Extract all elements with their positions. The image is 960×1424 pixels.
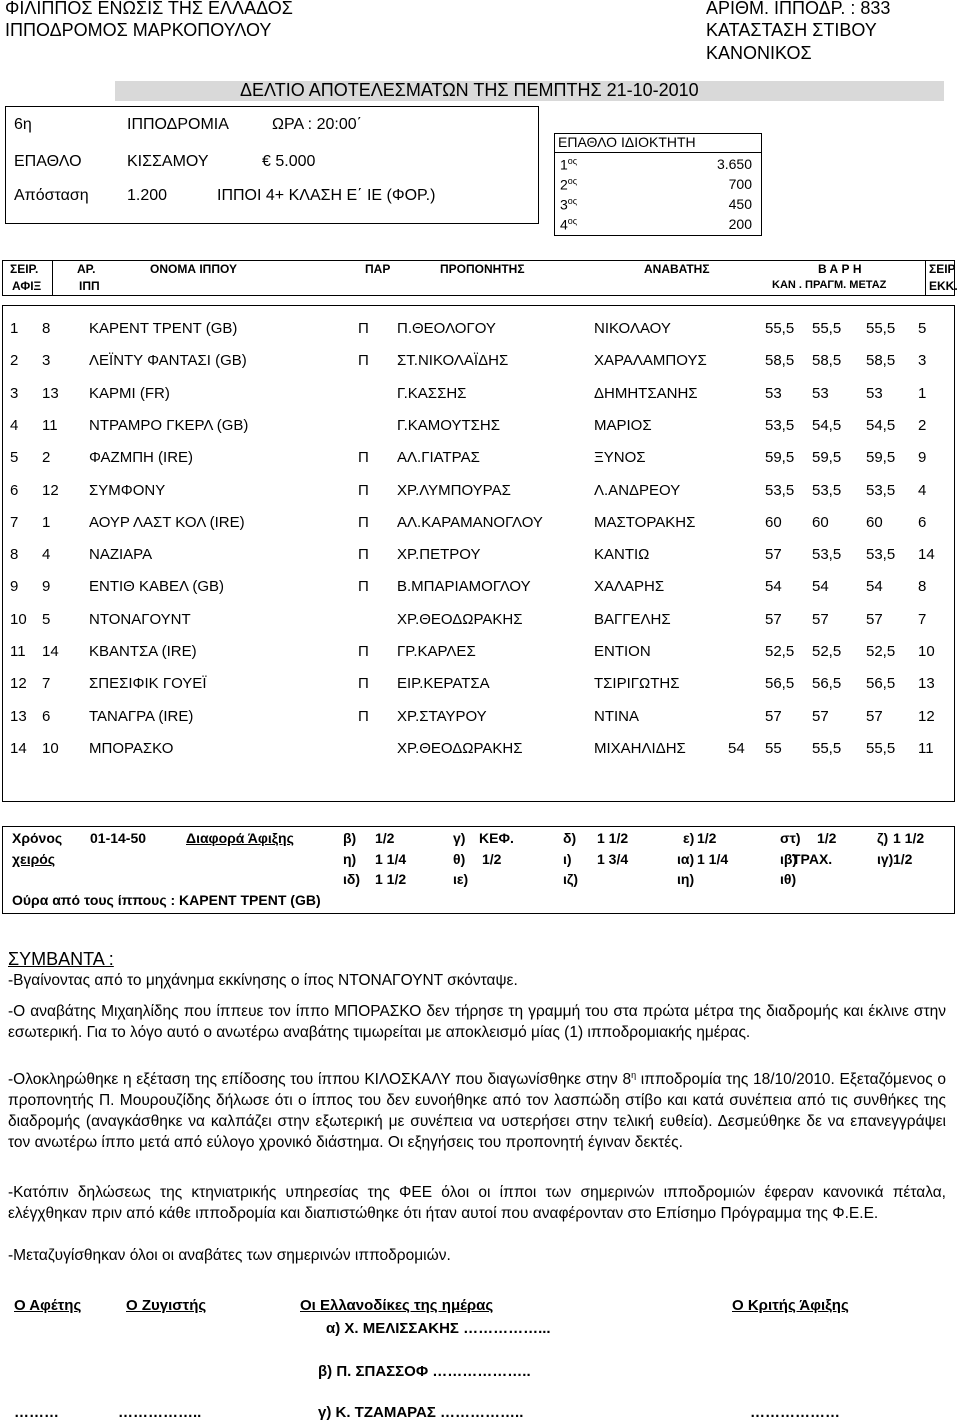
weight-post-cell: 60 bbox=[866, 513, 883, 531]
weight-post-cell: 52,5 bbox=[866, 643, 896, 660]
pos-cell: 7 bbox=[10, 513, 19, 531]
col-weights-sub: ΚΑΝ . ΠΡΑΓΜ. ΜΕΤΑΖ bbox=[772, 279, 887, 291]
num-cell: 14 bbox=[42, 643, 59, 660]
steward-c: γ) Κ. ΤΖΑΜΑΡΑΣ …………….. bbox=[318, 1404, 524, 1421]
par-cell: Π bbox=[358, 707, 369, 725]
par-cell: Π bbox=[358, 643, 369, 660]
weight-actual-cell: 59,5 bbox=[812, 449, 842, 467]
jockey-cell: ΒΑΓΓΕΛΗΣ bbox=[594, 610, 671, 628]
weight-official-cell: 53,5 bbox=[765, 416, 795, 434]
margin-value: 1/2 bbox=[482, 851, 502, 867]
margin-value: 1/2 bbox=[375, 830, 395, 846]
weight-official-cell: 55,5 bbox=[765, 320, 795, 337]
weight-official-cell: 60 bbox=[765, 513, 782, 531]
horse-cell: ΣΥΜΦΟΝΥ bbox=[89, 481, 166, 499]
par-cell: Π bbox=[358, 352, 369, 370]
weight-official-cell: 55 bbox=[765, 739, 782, 757]
prize-amount: € 5.000 bbox=[262, 153, 316, 170]
pos-cell: 14 bbox=[10, 739, 27, 757]
prize-place-suffix: ος bbox=[567, 156, 578, 166]
table-row bbox=[0, 449, 955, 469]
trainer-cell: ΧΡ.ΘΕΟΔΩΡΑΚΗΣ bbox=[397, 739, 523, 757]
trainer-cell: ΧΡ.ΘΕΟΔΩΡΑΚΗΣ bbox=[397, 610, 523, 628]
margin-value: ΤΡΑΧ. bbox=[792, 851, 833, 867]
num-cell: 4 bbox=[42, 546, 51, 564]
event-1: -Βγαίνοντας από το μηχάνημα εκκίνησης ο ίπος ΝΤΟΝΑΓΟΥΝΤ σκόνταψε. bbox=[8, 972, 518, 989]
table-row bbox=[0, 320, 955, 340]
weight-official-cell: 53,5 bbox=[765, 481, 795, 499]
jockey-cell: ΜΑΡΙΟΣ bbox=[594, 416, 652, 434]
horse-cell: ΚΒΑΝΤΣΑ (IRE) bbox=[89, 643, 197, 660]
pos-cell: 5 bbox=[10, 449, 19, 467]
jockey-cell: ΜΙΧΑΗΛΙΔΗΣ bbox=[594, 739, 686, 757]
events-title: ΣΥΜΒΑΝΤΑ : bbox=[8, 949, 114, 969]
col-order-1: ΣΕΙΡ. bbox=[10, 262, 39, 276]
margin-key: στ) bbox=[780, 830, 801, 846]
weight-post-cell: 53,5 bbox=[866, 546, 896, 564]
trainer-cell: Γ.ΚΑΜΟΥΤΣΗΣ bbox=[397, 416, 501, 434]
start-cell: 13 bbox=[918, 675, 935, 693]
event-3-part-b: ιπποδρομία της 18/10/2010. Εξεταζόμενος ο προπονητής Π. Μουρουζίδης δήλωσε ότι ο ίππος του δεν ευνοήθηκε από τον λασπώδη στίβο και κατά συνέπεια από τις συνθήκες της διαδρομής (αναγκάσθηκε να καλπάζει στην εξωτερική με συνέπεια να υστερήσει στην τελική ευθεία). Δεσμεύθηκε δε να επανεγγράψει τον ανωτέρω ίππο μετά από εύλογο χρονικό διάστημα. Οι εξηγήσεις του προπονητή έγιναν δεκτές. bbox=[8, 1071, 946, 1152]
weight-actual-cell: 53 bbox=[812, 384, 829, 402]
race-number: 6η bbox=[14, 116, 32, 133]
start-cell: 14 bbox=[918, 546, 935, 564]
margin-key: γ) bbox=[453, 830, 466, 846]
table-row bbox=[0, 417, 955, 437]
jockey-cell: ΕΝΤΙΟΝ bbox=[594, 643, 651, 660]
margin-value: 1/2 bbox=[697, 830, 717, 846]
num-cell: 10 bbox=[42, 739, 59, 757]
trainer-cell: ΓΡ.ΚΑΡΛΕΣ bbox=[397, 643, 476, 660]
pos-cell: 6 bbox=[10, 481, 19, 499]
table-row bbox=[0, 385, 955, 405]
steward-a: α) Χ. ΜΕΛΙΣΣΑΚΗΣ ……………... bbox=[326, 1320, 551, 1337]
horse-cell: ΛΕΪΝΤΥ ΦΑΝΤΑΣΙ (GB) bbox=[89, 352, 247, 370]
margin-value: 1 3/4 bbox=[597, 851, 629, 867]
margin-key: ιη) bbox=[677, 871, 695, 887]
jockey-cell: ΝΤΙΝΑ bbox=[594, 707, 639, 725]
num-cell: 11 bbox=[42, 416, 58, 434]
weight-actual-cell: 53,5 bbox=[812, 546, 842, 564]
event-2: -Ο αναβάτης Μιχαηλίδης που ίππευε τον ίππο ΜΠΟΡΑΣΚΟ δεν τήρησε τη γραμμή του στα πρώτα μέτρα της διαδρομής και έκλινε στην εσωτερική. Για το λόγο αυτό ο ανωτέρω αναβάτης τιμωρείται με αποκλεισμό μίας (1) ιπποδρομιακής ημέρας. bbox=[8, 1003, 946, 1041]
margin-key: θ) bbox=[453, 851, 466, 867]
prize-place-suffix: ος bbox=[567, 216, 578, 226]
col-par: ΠΑΡ bbox=[365, 262, 391, 276]
margin-key: ιε) bbox=[453, 871, 469, 887]
horse-cell: ΝΤΡΑΜΡΟ ΓΚΕΡΛ (GB) bbox=[89, 416, 249, 434]
weight-post-cell: 57 bbox=[866, 610, 883, 628]
federation-name: ΦΙΛΙΠΠΟΣ ΕΝΩΣΙΣ ΤΗΣ ΕΛΛΑΔΟΣ bbox=[5, 0, 293, 18]
pos-cell: 1 bbox=[10, 320, 19, 337]
table-row bbox=[0, 546, 955, 566]
racecourse-name: ΙΠΠΟΔΡΟΜΟΣ ΜΑΡΚΟΠΟΥΛΟΥ bbox=[5, 20, 272, 40]
trainer-cell: ΧΡ.ΠΕΤΡΟΥ bbox=[397, 546, 481, 564]
weight-actual-cell: 55,5 bbox=[812, 739, 842, 757]
margin-key: β) bbox=[343, 830, 357, 846]
jockey-cell: ΞΥΝΟΣ bbox=[594, 449, 646, 467]
par-cell: Π bbox=[358, 449, 369, 467]
horse-cell: ΕΝΤΙΘ ΚΑΒΕΛ (GB) bbox=[89, 578, 225, 596]
steward-b: β) Π. ΣΠΑΣΣΟΦ ……………….. bbox=[318, 1363, 531, 1380]
start-cell: 12 bbox=[918, 707, 935, 725]
event-3-sup: η bbox=[631, 1070, 637, 1080]
weight-post-cell: 56,5 bbox=[866, 675, 896, 693]
margin-value: 1 1/2 bbox=[375, 871, 407, 887]
prize-place-number: 4 bbox=[560, 216, 568, 233]
num-cell: 6 bbox=[42, 707, 51, 725]
prize-place-suffix: ος bbox=[567, 176, 578, 186]
horse-cell: ΦΑΖΜΠΗ (IRE) bbox=[89, 449, 194, 467]
prize-place-amount: 700 bbox=[728, 176, 752, 192]
col-start-2: ΕΚΚ. bbox=[929, 279, 958, 293]
col-start-1: ΣΕΙΡ bbox=[929, 262, 956, 276]
event-4: -Κατόπιν δηλώσεως της κτηνιατρικής υπηρεσίας της ΦΕΕ όλοι οι ίπποι των σημερινών ιπποδρομιών έφεραν κανονικά πέταλα, ελέγχθηκαν πριν από κάθε ιπποδρομία και διαπιστώθηκε ότι ήταν αυτοί που αναφέρονταν στο Επίσημο Πρόγραμμα της Φ.Ε.Ε. bbox=[8, 1184, 946, 1222]
start-cell: 8 bbox=[918, 578, 927, 596]
prize-place-number: 3 bbox=[560, 196, 568, 213]
judge-signature-line: ……………… bbox=[750, 1404, 840, 1421]
start-cell: 2 bbox=[918, 416, 927, 434]
trainer-cell: ΣΤ.ΝΙΚΟΛΑΪΔΗΣ bbox=[397, 352, 509, 370]
prize-place-label bbox=[560, 216, 577, 233]
par-cell: Π bbox=[358, 578, 369, 596]
col-num-1: ΑΡ. bbox=[77, 262, 96, 276]
prize-label: ΕΠΑΘΛΟ bbox=[14, 153, 82, 170]
num-cell: 5 bbox=[42, 610, 51, 628]
trainer-cell: ΑΛ.ΓΙΑΤΡΑΣ bbox=[397, 449, 480, 467]
prize-place-number: 2 bbox=[560, 176, 568, 193]
weight-actual-cell: 52,5 bbox=[812, 643, 842, 660]
prize-place-amount: 3.650 bbox=[716, 156, 752, 172]
start-cell: 11 bbox=[918, 739, 934, 757]
weight-official-cell: 57 bbox=[765, 707, 782, 725]
margin-key: ιδ) bbox=[343, 871, 361, 887]
table-row bbox=[0, 578, 955, 598]
meeting-number: ΑΡΙΘΜ. ΙΠΠΟΔΡ. : 833 bbox=[706, 0, 891, 18]
starter-signature-line: ……… bbox=[14, 1404, 59, 1421]
weight-actual-cell: 56,5 bbox=[812, 675, 842, 693]
start-cell: 3 bbox=[918, 352, 927, 370]
event-3-part-a: -Ολοκληρώθηκε η εξέταση της επίδοσης του ίππου ΚΙΛΟΣΚΑΛΥ που διαγωνίσθηκε στην 8 bbox=[8, 1071, 632, 1089]
prize-place-amount: 450 bbox=[728, 196, 752, 212]
horse-cell: ΜΠΟΡΑΣΚΟ bbox=[89, 739, 174, 757]
jockey-cell: Λ.ΑΝΔΡΕΟΥ bbox=[594, 481, 681, 499]
start-cell: 6 bbox=[918, 513, 927, 531]
pos-cell: 9 bbox=[10, 578, 19, 596]
col-order-2: ΑΦΙΞ bbox=[12, 279, 42, 293]
weight-actual-cell: 57 bbox=[812, 610, 829, 628]
horse-cell: ΤΑΝΑΓΡΑ (IRE) bbox=[89, 707, 194, 725]
weight-post-cell: 55,5 bbox=[866, 739, 896, 757]
prize-place-label bbox=[560, 196, 577, 213]
weight-official-cell: 57 bbox=[765, 610, 782, 628]
trainer-cell: ΑΛ.ΚΑΡΑΜΑΝΟΓΛΟΥ bbox=[397, 513, 543, 531]
extra-cell: 54 bbox=[728, 739, 745, 757]
margin-key: ιγ) bbox=[877, 851, 894, 867]
weight-actual-cell: 58,5 bbox=[812, 352, 842, 370]
start-cell: 1 bbox=[918, 384, 927, 402]
table-row bbox=[0, 675, 955, 695]
col-trainer: ΠΡΟΠΟΝΗΤΗΣ bbox=[440, 262, 525, 276]
num-cell: 1 bbox=[42, 513, 51, 531]
weight-actual-cell: 54,5 bbox=[812, 416, 842, 434]
table-row bbox=[0, 352, 955, 372]
weight-official-cell: 58,5 bbox=[765, 352, 795, 370]
jockey-cell: ΤΣΙΡΙΓΩΤΗΣ bbox=[594, 675, 680, 693]
weight-post-cell: 53,5 bbox=[866, 481, 896, 499]
col-weights: Β Α Ρ Η bbox=[818, 262, 862, 276]
table-row bbox=[0, 643, 955, 663]
weight-post-cell: 55,5 bbox=[866, 320, 896, 337]
jockey-cell: ΧΑΡΑΛΑΜΠΟΥΣ bbox=[594, 352, 707, 370]
weigher-label: Ο Ζυγιστής bbox=[126, 1297, 207, 1314]
pos-cell: 12 bbox=[10, 675, 27, 693]
table-row bbox=[0, 611, 955, 631]
time-value: 01-14-50 bbox=[90, 830, 147, 846]
weight-post-cell: 54 bbox=[866, 578, 883, 596]
distance-label: Απόσταση bbox=[14, 187, 89, 204]
track-condition-value: ΚΑΝΟΝΙΚΟΣ bbox=[706, 43, 812, 63]
horse-cell: ΑΟΥΡ ΛΑΣΤ ΚΟΛ (IRE) bbox=[89, 513, 245, 531]
weight-official-cell: 52,5 bbox=[765, 643, 795, 660]
trainer-cell: ΧΡ.ΣΤΑΥΡΟΥ bbox=[397, 707, 487, 725]
distance-value: 1.200 bbox=[127, 187, 168, 204]
jockey-cell: ΧΑΛΑΡΗΣ bbox=[594, 578, 665, 596]
jockey-cell: ΝΙΚΟΛΑΟΥ bbox=[594, 320, 671, 337]
weight-post-cell: 54,5 bbox=[866, 416, 896, 434]
table-row bbox=[0, 708, 955, 728]
margin-key: ιθ) bbox=[780, 871, 797, 887]
prize-place-label bbox=[560, 176, 577, 193]
weight-actual-cell: 53,5 bbox=[812, 481, 842, 499]
weight-actual-cell: 57 bbox=[812, 707, 829, 725]
table-row bbox=[0, 482, 955, 502]
time-label: Χρόνος bbox=[12, 830, 63, 846]
margin-value: 1/2 bbox=[817, 830, 837, 846]
num-cell: 13 bbox=[42, 384, 59, 402]
start-cell: 5 bbox=[918, 320, 927, 337]
table-row bbox=[0, 740, 955, 760]
weight-official-cell: 53 bbox=[765, 384, 782, 402]
trainer-cell: Β.ΜΠΑΡΙΑΜΟΓΛΟΥ bbox=[397, 578, 531, 596]
margin-key: ια) bbox=[677, 851, 695, 867]
start-cell: 10 bbox=[918, 643, 935, 660]
margin-value: 1 1/4 bbox=[697, 851, 729, 867]
pos-cell: 2 bbox=[10, 352, 19, 370]
margin-value: 1 1/2 bbox=[597, 830, 629, 846]
prize-place-number: 1 bbox=[560, 156, 568, 173]
event-3 bbox=[8, 1065, 946, 1153]
start-cell: 9 bbox=[918, 449, 927, 467]
race-label: ΙΠΠΟΔΡΟΜΙΑ bbox=[127, 116, 229, 133]
margin-value: 1 1/4 bbox=[375, 851, 407, 867]
table-row bbox=[0, 514, 955, 534]
weight-post-cell: 59,5 bbox=[866, 449, 896, 467]
jockey-cell: ΚΑΝΤΙΩ bbox=[594, 546, 650, 564]
weight-official-cell: 57 bbox=[765, 546, 782, 564]
prize-place-label bbox=[560, 156, 577, 173]
owner-prize-title: ΕΠΑΘΛΟ ΙΔΙΟΚΤΗΤΗ bbox=[558, 134, 696, 150]
event-5: -Μεταζυγίσθηκαν όλοι οι αναβάτες των σημερινών ιπποδρομιών. bbox=[8, 1247, 451, 1264]
col-jockey: ΑΝΑΒΑΤΗΣ bbox=[644, 262, 710, 276]
trainer-cell: Π.ΘΕΟΛΟΓΟΥ bbox=[397, 320, 496, 337]
start-cell: 4 bbox=[918, 481, 927, 499]
trainer-cell: ΕΙΡ.ΚΕΡΑΤΣΑ bbox=[397, 675, 490, 693]
col-num-2: ΙΠΠ bbox=[79, 279, 100, 293]
pos-cell: 10 bbox=[10, 610, 27, 628]
diff-label: Διαφορά Άφιξης bbox=[186, 830, 294, 846]
weight-official-cell: 59,5 bbox=[765, 449, 795, 467]
col-horse: ΟΝΟΜΑ ΙΠΠΟΥ bbox=[150, 262, 237, 276]
horse-cell: ΚΑΡΜΙ (FR) bbox=[89, 384, 170, 402]
margin-value: 1/2 bbox=[893, 851, 913, 867]
margin-key: ιβ) bbox=[780, 851, 798, 867]
margin-value: ΚΕΦ. bbox=[479, 830, 514, 846]
pos-cell: 4 bbox=[10, 416, 19, 434]
par-cell: Π bbox=[358, 320, 369, 337]
horse-cell: ΝΑΖΙΑΡΑ bbox=[89, 546, 153, 564]
weight-actual-cell: 54 bbox=[812, 578, 829, 596]
prize-name: ΚΙΣΣΑΜΟΥ bbox=[127, 153, 209, 170]
prize-place-suffix: ος bbox=[567, 196, 578, 206]
weigher-signature-line: …………….. bbox=[118, 1404, 202, 1421]
weight-post-cell: 57 bbox=[866, 707, 883, 725]
par-cell: Π bbox=[358, 513, 369, 531]
margin-key: ζ) bbox=[877, 830, 889, 846]
horse-cell: ΣΠΕΣΙΦΙΚ ΓΟΥΕΪ bbox=[89, 675, 207, 693]
trainer-cell: Γ.ΚΑΣΣΗΣ bbox=[397, 384, 467, 402]
num-cell: 9 bbox=[42, 578, 51, 596]
hand-label: χειρός bbox=[12, 851, 56, 867]
horse-cell: ΚΑΡΕΝΤ ΤΡΕΝΤ (GB) bbox=[89, 320, 238, 337]
race-conditions: ΙΠΠΟΙ 4+ ΚΛΑΣΗ Ε΄ ΙΕ (ΦΟΡ.) bbox=[217, 187, 436, 204]
pos-cell: 13 bbox=[10, 707, 27, 725]
num-cell: 7 bbox=[42, 675, 51, 693]
margin-key: ε) bbox=[683, 830, 695, 846]
num-cell: 12 bbox=[42, 481, 59, 499]
pos-cell: 8 bbox=[10, 546, 19, 564]
pos-cell: 11 bbox=[10, 643, 26, 660]
horse-cell: ΝΤΟΝΑΓΟΥΝΤ bbox=[89, 610, 191, 628]
margin-key: ι) bbox=[563, 851, 572, 867]
margin-key: δ) bbox=[563, 830, 577, 846]
start-cell: 7 bbox=[918, 610, 927, 628]
starter-label: Ο Αφέτης bbox=[14, 1297, 82, 1314]
trainer-cell: ΧΡ.ΛΥΜΠΟΥΡΑΣ bbox=[397, 481, 511, 499]
par-cell: Π bbox=[358, 481, 369, 499]
num-cell: 8 bbox=[42, 320, 51, 337]
margin-key: η) bbox=[343, 851, 357, 867]
weight-official-cell: 54 bbox=[765, 578, 782, 596]
track-condition-label: ΚΑΤΑΣΤΑΣΗ ΣΤΙΒΟΥ bbox=[706, 20, 877, 40]
prize-place-amount: 200 bbox=[728, 216, 752, 232]
tail-note: Ούρα από τους ίππους : ΚΑΡΕΝΤ ΤΡΕΝΤ (GB) bbox=[12, 892, 321, 908]
weight-post-cell: 58,5 bbox=[866, 352, 896, 370]
bulletin-title: ΔΕΛΤΙΟ ΑΠΟΤΕΛΕΣΜΑΤΩΝ ΤΗΣ ΠΕΜΠΤΗΣ 21-10-2010 bbox=[240, 80, 699, 100]
weight-actual-cell: 60 bbox=[812, 513, 829, 531]
race-time: ΩΡΑ : 20:00΄ bbox=[272, 116, 362, 133]
margin-value: 1 1/2 bbox=[893, 830, 925, 846]
num-cell: 3 bbox=[42, 352, 51, 370]
weight-post-cell: 53 bbox=[866, 384, 883, 402]
par-cell: Π bbox=[358, 675, 369, 693]
judge-label: Ο Κριτής Άφιξης bbox=[732, 1297, 849, 1314]
weight-official-cell: 56,5 bbox=[765, 675, 795, 693]
weight-actual-cell: 55,5 bbox=[812, 320, 842, 337]
par-cell: Π bbox=[358, 546, 369, 564]
num-cell: 2 bbox=[42, 449, 51, 467]
stewards-label: Οι Ελλανοδίκες της ημέρας bbox=[300, 1297, 494, 1314]
jockey-cell: ΔΗΜΗΤΣΑΝΗΣ bbox=[594, 384, 698, 402]
margin-key: ιζ) bbox=[563, 871, 578, 887]
jockey-cell: ΜΑΣΤΟΡΑΚΗΣ bbox=[594, 513, 696, 531]
pos-cell: 3 bbox=[10, 384, 19, 402]
